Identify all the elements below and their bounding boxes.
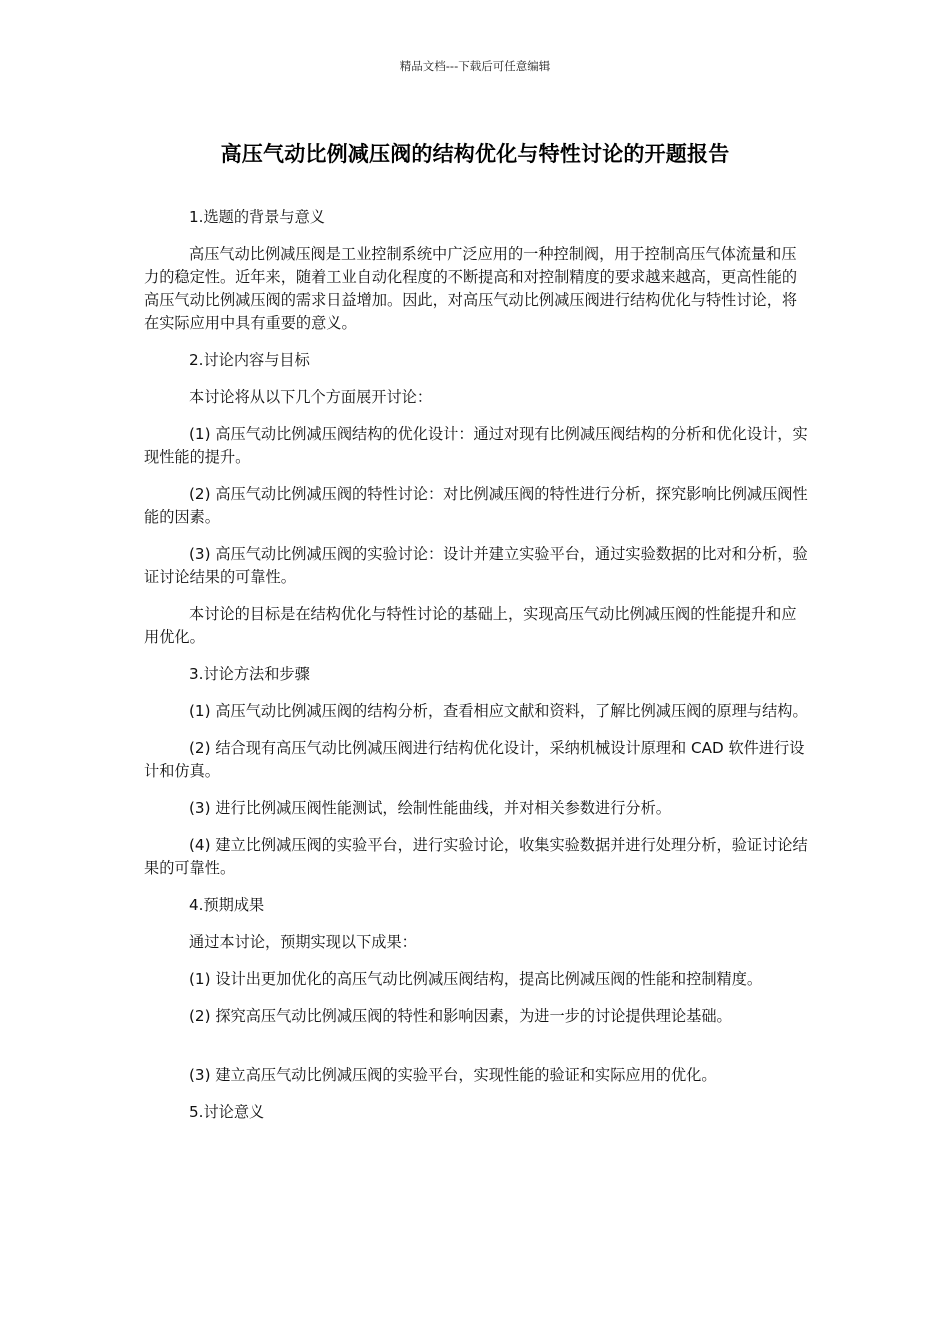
- list-item: (2) 探究高压气动比例减压阀的特性和影响因素，为进一步的讨论提供理论基础。: [189, 1007, 732, 1025]
- body-paragraph: 通过本讨论，预期实现以下成果：: [189, 933, 417, 951]
- list-item: (1) 高压气动比例减压阀结构的优化设计：通过对现有比例减压阀结构的分析和优化设计，实现性能的提升。: [144, 425, 808, 466]
- section-heading-1: 1.选题的背景与意义: [189, 208, 325, 226]
- document-body: [144, 206, 808, 1138]
- body-paragraph: 高压气动比例减压阀是工业控制系统中广泛应用的一种控制阀，用于控制高压气体流量和压力的稳定性。近年来，随着工业自动化程度的不断提高和对控制精度的要求越来越高，更高性能的高压气动比例减压阀的需求日益增加。因此，对高压气动比例减压阀进行结构优化与特性讨论，将在实际应用中具有重要的意义。: [144, 245, 798, 332]
- document-title: 高压气动比例减压阀的结构优化与特性讨论的开题报告: [220, 142, 730, 166]
- list-item: (2) 结合现有高压气动比例减压阀进行结构优化设计，采纳机械设计原理和 CAD 软件进行设计和仿真。: [144, 739, 805, 780]
- list-item: (4) 建立比例减压阀的实验平台，进行实验讨论，收集实验数据并进行处理分析，验证讨论结果的可靠性。: [144, 836, 808, 877]
- header-note: 精品文档---下载后可任意编辑: [399, 59, 551, 73]
- list-item: (2) 高压气动比例减压阀的特性讨论：对比例减压阀的特性进行分析，探究影响比例减压阀性能的因素。: [144, 485, 808, 526]
- list-item: (3) 高压气动比例减压阀的实验讨论：设计并建立实验平台，通过实验数据的比对和分析，验证讨论结果的可靠性。: [144, 545, 808, 586]
- section-heading-2: 2.讨论内容与目标: [189, 351, 310, 369]
- section-heading-4: 4.预期成果: [189, 896, 265, 914]
- list-item: (1) 高压气动比例减压阀的结构分析，查看相应文献和资料，了解比例减压阀的原理与结构。: [189, 702, 808, 720]
- body-paragraph: 本讨论将从以下几个方面展开讨论：: [189, 388, 432, 406]
- list-item: (1) 设计出更加优化的高压气动比例减压阀结构，提高比例减压阀的性能和控制精度。: [189, 970, 763, 988]
- list-item: (3) 进行比例减压阀性能测试，绘制性能曲线，并对相关参数进行分析。: [189, 799, 671, 817]
- section-heading-3: 3.讨论方法和步骤: [189, 665, 310, 683]
- list-item: (3) 建立高压气动比例减压阀的实验平台，实现性能的验证和实际应用的优化。: [189, 1066, 717, 1084]
- section-heading-5: 5.讨论意义: [189, 1103, 265, 1121]
- body-paragraph: 本讨论的目标是在结构优化与特性讨论的基础上，实现高压气动比例减压阀的性能提升和应用优化。: [144, 605, 797, 646]
